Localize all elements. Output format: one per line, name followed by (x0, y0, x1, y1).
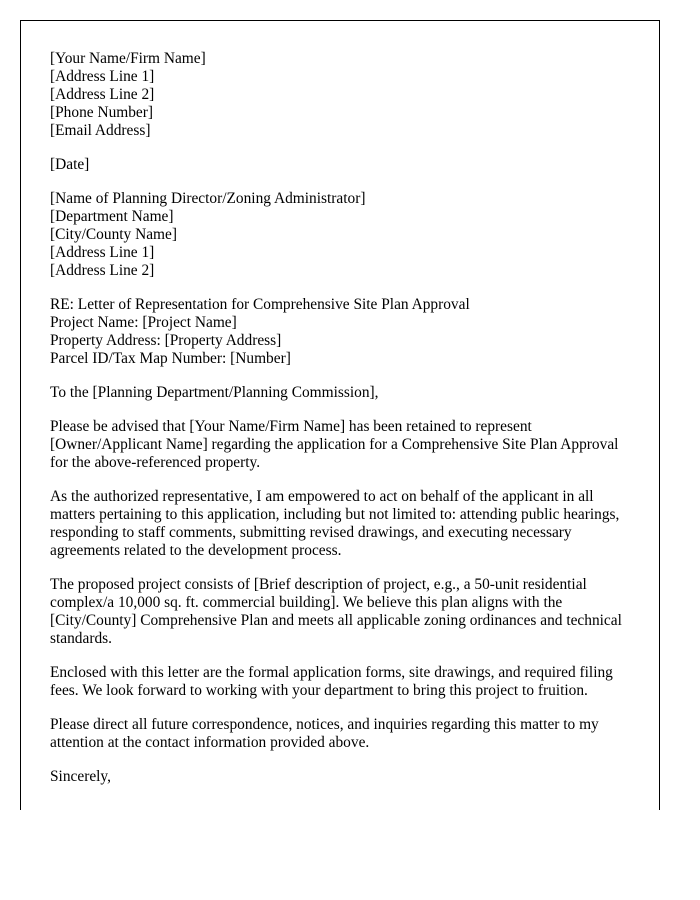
paragraph-authority: As the authorized representative, I am empowered to act on behalf of the applicant in all matters pertaining to this application, including but not limited to: attending public hearings, responding to staff comments, submitting revised drawings, and executing necessary agreements related to the development process. (50, 488, 620, 559)
subject-project-name: Project Name: [Project Name] (50, 314, 237, 331)
closing: Sincerely, (50, 768, 111, 785)
sender-name: [Your Name/Firm Name] (50, 50, 206, 67)
paragraph-correspondence: Please direct all future correspondence, notices, and inquiries regarding this matter to my attention at the contact information provided above. (50, 716, 599, 751)
letter-page (20, 20, 660, 810)
letter-body (50, 50, 630, 802)
sender-email: [Email Address] (50, 122, 151, 139)
letter-date: [Date] (50, 156, 90, 173)
paragraph-representation: Please be advised that [Your Name/Firm Name] has been retained to represent [Owner/Applicant Name] regarding the application for a Comprehensive Site Plan Approval for the above-referenced property. (50, 418, 619, 471)
subject-re: RE: Letter of Representation for Comprehensive Site Plan Approval (50, 296, 470, 313)
sender-address-line-2: [Address Line 2] (50, 86, 155, 103)
paragraph-project-description: The proposed project consists of [Brief description of project, e.g., a 50-unit residential complex/a 10,000 sq. ft. commercial building]. We believe this plan aligns with the [City/County] Comprehensive Plan and meets all applicable zoning ordinances and technical standards. (50, 576, 622, 647)
salutation: To the [Planning Department/Planning Commission], (50, 384, 379, 401)
subject-property-address: Property Address: [Property Address] (50, 332, 282, 349)
sender-block (50, 50, 630, 140)
recipient-address-line-1: [Address Line 1] (50, 244, 155, 261)
paragraph-enclosures: Enclosed with this letter are the formal application forms, site drawings, and required filing fees. We look forward to working with your department to bring this project to fruition. (50, 664, 613, 699)
recipient-department: [Department Name] (50, 208, 174, 225)
recipient-block (50, 190, 630, 280)
salutation-block (50, 384, 630, 402)
closing-block (50, 768, 630, 786)
subject-block (50, 296, 630, 368)
sender-phone: [Phone Number] (50, 104, 154, 121)
sender-address-line-1: [Address Line 1] (50, 68, 155, 85)
recipient-address-line-2: [Address Line 2] (50, 262, 155, 279)
recipient-city-county: [City/County Name] (50, 226, 177, 243)
date-block (50, 156, 630, 174)
recipient-name: [Name of Planning Director/Zoning Administrator] (50, 190, 366, 207)
subject-parcel-id: Parcel ID/Tax Map Number: [Number] (50, 350, 291, 367)
